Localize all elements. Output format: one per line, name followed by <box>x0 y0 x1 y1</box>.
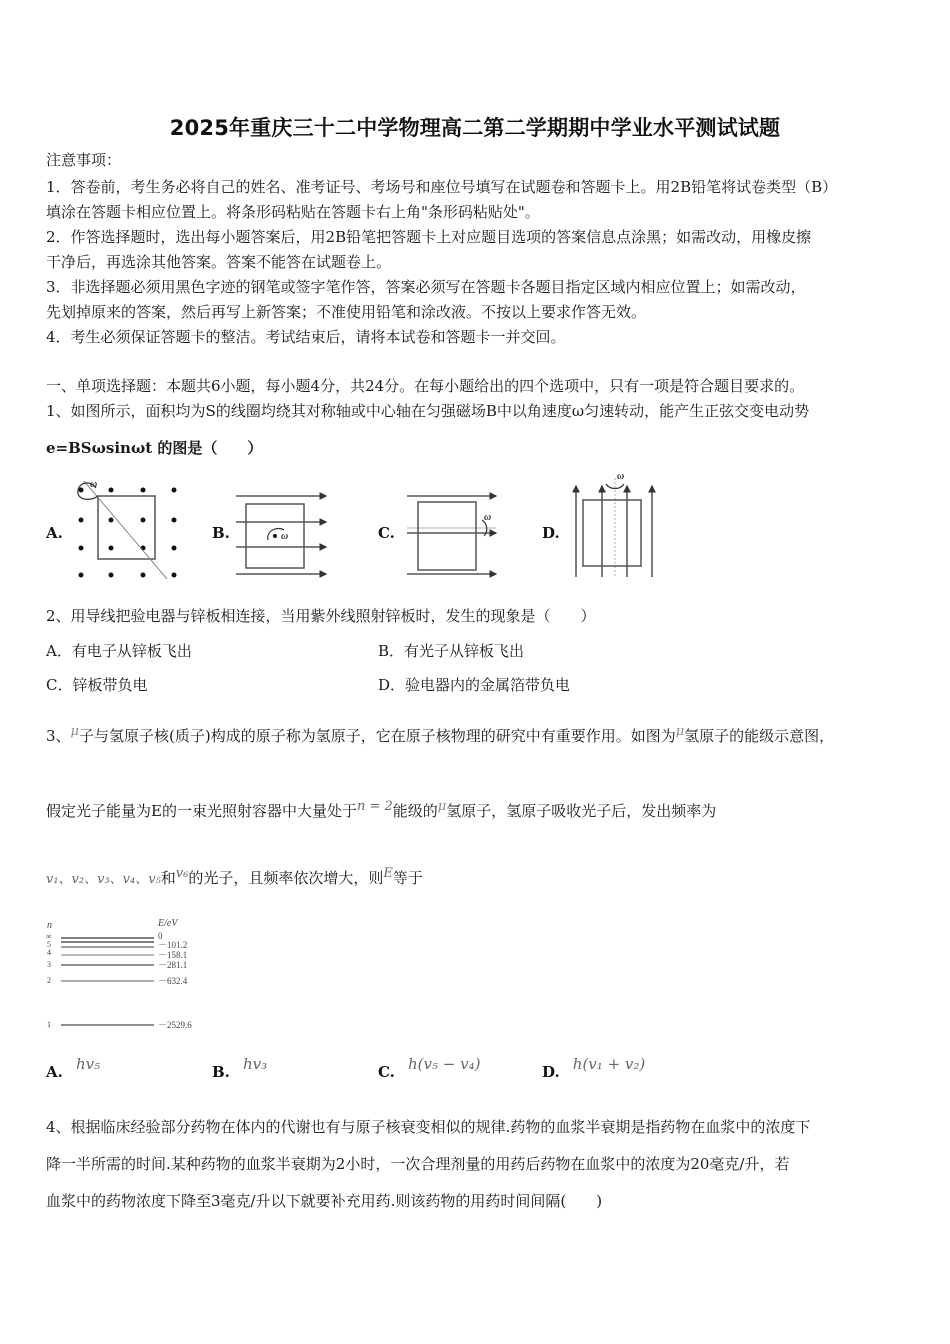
option-label: A． <box>46 642 72 660</box>
energy-axis-label: E/eV <box>158 918 178 929</box>
level-energy-label: －2529.6 <box>158 1020 192 1030</box>
omega-label: ω <box>281 531 289 542</box>
q1-figure-d <box>570 470 655 580</box>
text: 能级的 <box>392 802 438 820</box>
option-text: 锌板带负电 <box>72 676 148 694</box>
q2-option-b <box>378 641 524 661</box>
option-label: C． <box>46 676 73 694</box>
question-3-stem-line1 <box>46 722 834 746</box>
frequency-list: v₁、v₂、v₃、v₄、v₅ <box>46 872 161 887</box>
option-text: 有电子从锌板飞出 <box>71 642 192 660</box>
omega-label: ω <box>90 479 98 490</box>
q1-figure-b <box>236 490 336 580</box>
notice-line: 4．考生必须保证答题卡的整洁。考试结束后，请将本试卷和答题卡一并交回。 <box>46 328 566 346</box>
notice-heading: 注意事项： <box>46 151 122 169</box>
text: 氢原子的能级示意图， <box>684 727 835 745</box>
page-title: 2025年重庆三十二中学物理高二第二学期期中学业水平测试试题 <box>169 116 781 140</box>
level-energy-label: －281.1 <box>158 960 188 970</box>
q1-option-a-label: A. <box>46 524 63 542</box>
text: 的光子，且频率依次增大，则 <box>188 869 384 887</box>
omega-label: ω <box>484 512 492 523</box>
notice-line: 3．非选择题必须用黑色字迹的钢笔或签字笔作答，答案必须写在答题卡各题目指定区域内相应位置上；如需改动， <box>46 278 806 296</box>
level-energy-label: －632.4 <box>158 976 188 986</box>
option-expression: hv₃ <box>243 1055 268 1073</box>
option-expression: h(v₅ − v₄) <box>408 1055 481 1073</box>
q2-option-d <box>378 675 570 695</box>
q1-figure-a <box>72 478 187 583</box>
question-3-stem-line3 <box>46 864 423 890</box>
n-axis-label: n <box>47 920 52 931</box>
text: 3、 <box>46 727 71 745</box>
mu-symbol: μ <box>70 724 79 739</box>
q1-figure-c <box>404 490 504 580</box>
q3-option-b <box>212 1055 268 1081</box>
text: 氢原子，氢原子吸收光子后，发出频率为 <box>446 802 717 820</box>
q3-option-a <box>46 1055 101 1081</box>
notice-line: 2．作答选择题时，选出每小题答案后，用2B铅笔把答题卡上对应题目选项的答案信息点涂黑；如需改动，用橡皮擦 <box>46 228 812 246</box>
level-n-label: ∞ <box>46 932 52 941</box>
text: 子与氢原子核(质子)构成的原子称为氢原子，它在原子核物理的研究中有重要作用。如图为 <box>79 727 676 745</box>
q1-option-c-label: C. <box>378 524 395 542</box>
option-label: A. <box>46 1063 63 1081</box>
level-n-label: 5 <box>47 940 51 949</box>
notice-line: 填涂在答题卡相应位置上。将条形码粘贴在答题卡右上角"条形码粘贴处"。 <box>46 203 540 221</box>
option-text: 验电器内的金属箔带负电 <box>405 676 571 694</box>
option-expression: h(v₁ + v₂) <box>572 1055 646 1073</box>
omega-label: ω <box>617 471 625 482</box>
question-1-stem: 1、如图所示，面积均为S的线圈均绕其对称轴或中心轴在匀强磁场B中以角速度ω匀速转动，能产生正弦交变电动势 <box>46 402 810 420</box>
q1-option-b-label: B. <box>212 524 230 542</box>
n-equals-2: n = 2 <box>356 799 393 814</box>
question-2-stem: 2、用导线把验电器与锌板相连接，当用紫外线照射锌板时，发生的现象是（ ） <box>46 607 596 625</box>
option-label: B. <box>212 1063 230 1081</box>
question-4-stem-line2: 降一半所需的时间.某种药物的血浆半衰期为2小时，一次合理剂量的用药后药物在血浆中的浓度为20毫克/升，若 <box>46 1155 790 1173</box>
option-expression: hv₅ <box>75 1055 101 1073</box>
q2-option-a <box>46 641 192 661</box>
question-3-stem-line2 <box>46 797 716 821</box>
energy-symbol: E <box>383 866 393 881</box>
level-n-label: 2 <box>47 976 51 985</box>
notice-line: 干净后，再选涂其他答案。答案不能答在试题卷上。 <box>46 253 392 271</box>
section-heading: 一、单项选择题：本题共6小题，每小题4分，共24分。在每小题给出的四个选项中，只有一项是符合题目要求的。 <box>46 377 805 395</box>
text: 和 <box>160 869 176 887</box>
energy-level-diagram <box>44 915 214 1035</box>
option-text: 有光子从锌板飞出 <box>404 642 525 660</box>
q2-option-c <box>46 675 148 695</box>
level-energy-label: 0 <box>158 931 163 941</box>
option-label: D． <box>378 676 406 694</box>
question-1-formula-line: e=BSωsinωt 的图是（ ） <box>46 439 263 457</box>
mu-symbol: μ <box>437 799 447 814</box>
notice-line: 1．答卷前，考生务必将自己的姓名、准考证号、考场号和座位号填写在试题卷和答题卡上。用2B铅笔将试卷类型（B） <box>46 178 838 196</box>
text: 等于 <box>392 869 423 887</box>
option-label: C. <box>378 1063 395 1081</box>
q1-option-d-label: D. <box>542 524 560 542</box>
level-energy-label: －158.1 <box>158 950 188 960</box>
option-label: B． <box>378 642 405 660</box>
question-4-stem-line1: 4、根据临床经验部分药物在体内的代谢也有与原子核衰变相似的规律.药物的血浆半衰期是指药物在血浆中的浓度下 <box>46 1118 811 1136</box>
mu-symbol: μ <box>675 724 685 739</box>
level-energy-label: －101.2 <box>158 940 188 950</box>
question-4-stem-line3: 血浆中的药物浓度下降至3毫克/升以下就要补充用药.则该药物的用药时间间隔( ) <box>46 1192 603 1210</box>
level-n-label: 3 <box>47 960 51 969</box>
q3-option-c <box>378 1055 481 1081</box>
level-n-label: 4 <box>47 948 51 957</box>
text: 假定光子能量为E的一束光照射容器中大量处于 <box>46 802 357 820</box>
notice-line: 先划掉原来的答案，然后再写上新答案；不准使用铅笔和涂改液。不按以上要求作答无效。 <box>46 303 647 321</box>
frequency-v6: v₆ <box>175 866 189 881</box>
level-n-label: 1 <box>47 1020 51 1029</box>
option-label: D. <box>542 1063 560 1081</box>
q3-option-d <box>542 1055 646 1081</box>
